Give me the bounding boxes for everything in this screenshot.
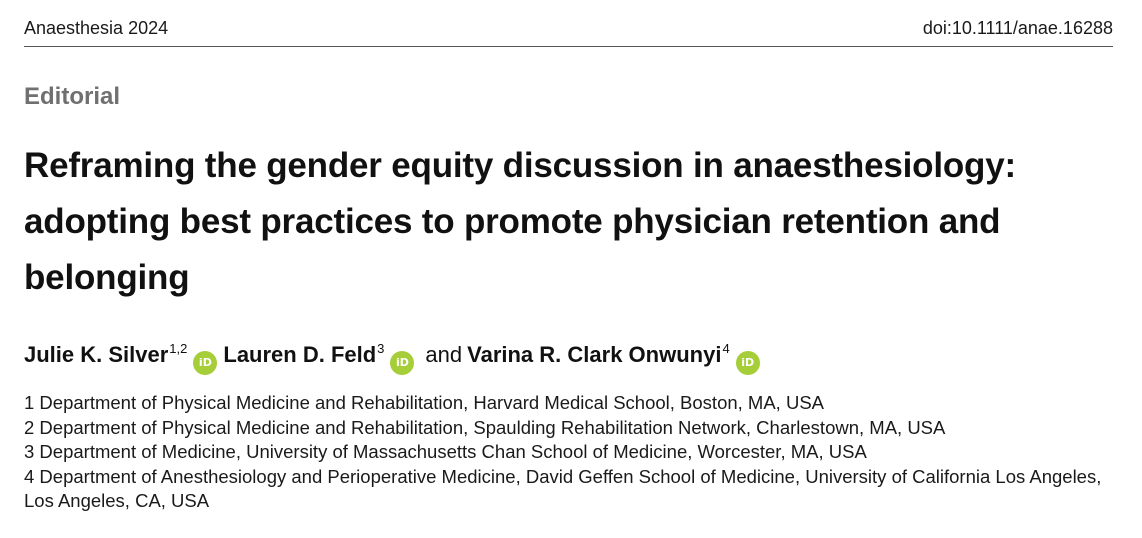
affiliation-item: 3 Department of Medicine, University of Massachusetts Chan School of Medicine, Worcester, MA, USA xyxy=(24,441,867,462)
orcid-icon[interactable]: iD xyxy=(390,351,414,375)
affiliation-marker: 1,2 xyxy=(169,341,188,356)
page-header xyxy=(24,18,1113,47)
author-name: Lauren D. Feld xyxy=(223,342,377,367)
author-name: Julie K. Silver xyxy=(24,342,169,367)
affiliation-item: 2 Department of Physical Medicine and Rehabilitation, Spaulding Rehabilitation Network, Charlestown, MA, USA xyxy=(24,416,946,438)
affiliation-marker: 3 xyxy=(377,341,385,356)
orcid-icon[interactable]: iD xyxy=(193,351,217,375)
affiliation-list xyxy=(24,391,1114,514)
affiliation-item: 1 Department of Physical Medicine and Rehabilitation, Harvard Medical School, Boston, MA, USA xyxy=(24,392,824,413)
journal-name: Anaesthesia 2024 xyxy=(24,18,169,38)
article-title: Reframing the gender equity discussion in anaesthesiology: adopting best practices to promote physician retention and belonging xyxy=(24,146,1016,297)
orcid-icon[interactable]: iD xyxy=(736,351,760,375)
affiliation-marker: 4 xyxy=(722,341,730,356)
affiliation-item: 4 Department of Anesthesiology and Perioperative Medicine, David Geffen School of Medicine, University of California Los Angeles, Los Angeles, CA, USA xyxy=(24,465,1102,511)
author-name: Varina R. Clark Onwunyi xyxy=(467,342,722,367)
section-label: Editorial xyxy=(24,83,121,110)
doi-link[interactable]: doi:10.1111/anae.16288 xyxy=(922,18,1113,38)
author-conjunction: and xyxy=(425,342,463,367)
author-list xyxy=(24,334,766,375)
